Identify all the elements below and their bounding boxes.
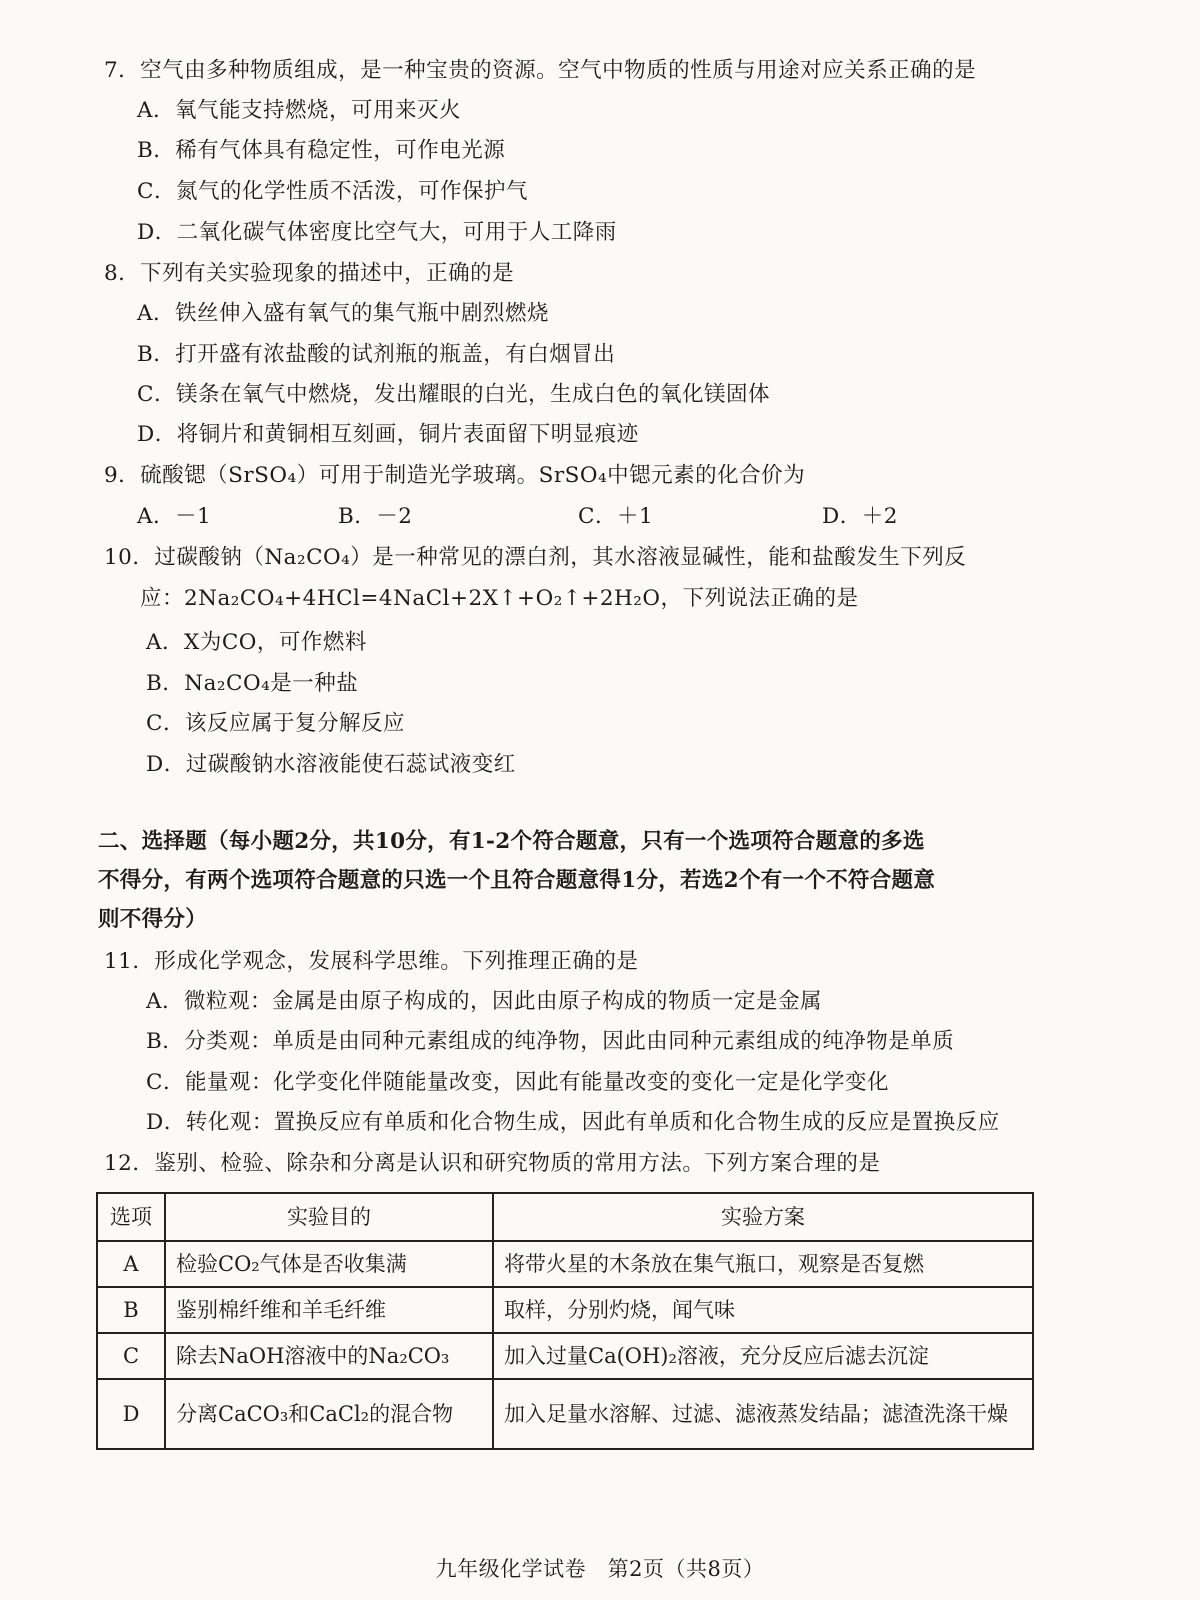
table-cell-plan: 加入过量Ca(OH)₂溶液，充分反应后滤去沉淀 [493,1333,1033,1379]
q7-option-d: D．二氧化碳气体密度比空气大，可用于人工降雨 [137,220,617,245]
table-cell-option: C [97,1333,165,1379]
table-header-purpose: 实验目的 [165,1193,493,1241]
section2-instructions-line1: 二、选择题（每小题2分，共10分，有1-2个符合题意，只有一个选项符合题意的多选 [98,829,925,854]
q10-stem-line1: 10．过碳酸钠（Na₂CO₄）是一种常见的漂白剂，其水溶液显碱性，能和盐酸发生下列反 [104,545,967,570]
q8-option-d: D．将铜片和黄铜相互刻画，铜片表面留下明显痕迹 [137,422,639,447]
section2-instructions-line3: 则不得分） [98,907,208,932]
table-header-plan: 实验方案 [493,1193,1033,1241]
q10-stem-line2: 应：2Na₂CO₄+4HCl=4NaCl+2X↑+O₂↑+2H₂O，下列说法正确的是 [140,586,859,611]
q8-option-a: A．铁丝伸入盛有氧气的集气瓶中剧烈燃烧 [137,301,550,326]
q11-option-b: B．分类观：单质是由同种元素组成的纯净物，因此由同种元素组成的纯净物是单质 [146,1029,955,1054]
q7-option-c: C．氮气的化学性质不活泼，可作保护气 [137,179,528,204]
table-cell-purpose: 分离CaCO₃和CaCl₂的混合物 [165,1379,493,1449]
q11-option-a: A．微粒观：金属是由原子构成的，因此由原子构成的物质一定是金属 [146,989,823,1014]
q11-stem: 11．形成化学观念，发展科学思维。下列推理正确的是 [104,949,639,974]
q8-option-c: C．镁条在氧气中燃烧，发出耀眼的白光，生成白色的氧化镁固体 [137,382,770,407]
q10-option-c: C．该反应属于复分解反应 [146,711,405,736]
table-row [97,1287,1033,1333]
table-cell-purpose: 检验CO₂气体是否收集满 [165,1241,493,1287]
q12-stem: 12．鉴别、检验、除杂和分离是认识和研究物质的常用方法。下列方案合理的是 [104,1151,881,1176]
table-row [97,1379,1033,1449]
section2-instructions-line2: 不得分，有两个选项符合题意的只选一个且符合题意得1分，若选2个有一个不符合题意 [98,868,936,893]
table-cell-option: B [97,1287,165,1333]
q9-option-d: D．＋2 [822,504,898,529]
table-cell-option: A [97,1241,165,1287]
q9-stem: 9．硫酸锶（SrSO₄）可用于制造光学玻璃。SrSO₄中锶元素的化合价为 [104,463,806,488]
q7-option-b: B．稀有气体具有稳定性，可作电光源 [137,138,506,163]
q10-option-a: A．X为CO，可作燃料 [146,630,367,655]
q12-table [96,1192,1034,1450]
q8-option-b: B．打开盛有浓盐酸的试剂瓶的瓶盖，有白烟冒出 [137,342,616,367]
q10-option-d: D．过碳酸钠水溶液能使石蕊试液变红 [146,752,516,777]
q9-option-c: C．＋1 [578,504,654,529]
q7-stem: 7．空气由多种物质组成，是一种宝贵的资源。空气中物质的性质与用途对应关系正确的是 [104,58,977,83]
table-cell-purpose: 除去NaOH溶液中的Na₂CO₃ [165,1333,493,1379]
q7-option-a: A．氧气能支持燃烧，可用来灭火 [137,98,462,123]
q11-option-c: C．能量观：化学变化伴随能量改变，因此有能量改变的变化一定是化学变化 [146,1070,889,1095]
q11-option-d: D．转化观：置换反应有单质和化合物生成，因此有单质和化合物生成的反应是置换反应 [146,1110,1000,1135]
table-header-row [97,1193,1033,1241]
table-cell-plan: 取样，分别灼烧，闻气味 [493,1287,1033,1333]
q9-option-a: A．－1 [137,504,212,529]
page-footer: 九年级化学试卷 第2页（共8页） [435,1557,765,1581]
table-cell-option: D [97,1379,165,1449]
table-cell-purpose: 鉴别棉纤维和羊毛纤维 [165,1287,493,1333]
table-row [97,1333,1033,1379]
q9-option-b: B．－2 [338,504,413,529]
table-cell-plan: 加入足量水溶解、过滤、滤液蒸发结晶；滤渣洗涤干燥 [493,1379,1033,1449]
table-row [97,1241,1033,1287]
q10-option-b: B．Na₂CO₄是一种盐 [146,671,359,696]
q8-stem: 8．下列有关实验现象的描述中，正确的是 [104,261,515,286]
table-header-option: 选项 [97,1193,165,1241]
table-cell-plan: 将带火星的木条放在集气瓶口，观察是否复燃 [493,1241,1033,1287]
